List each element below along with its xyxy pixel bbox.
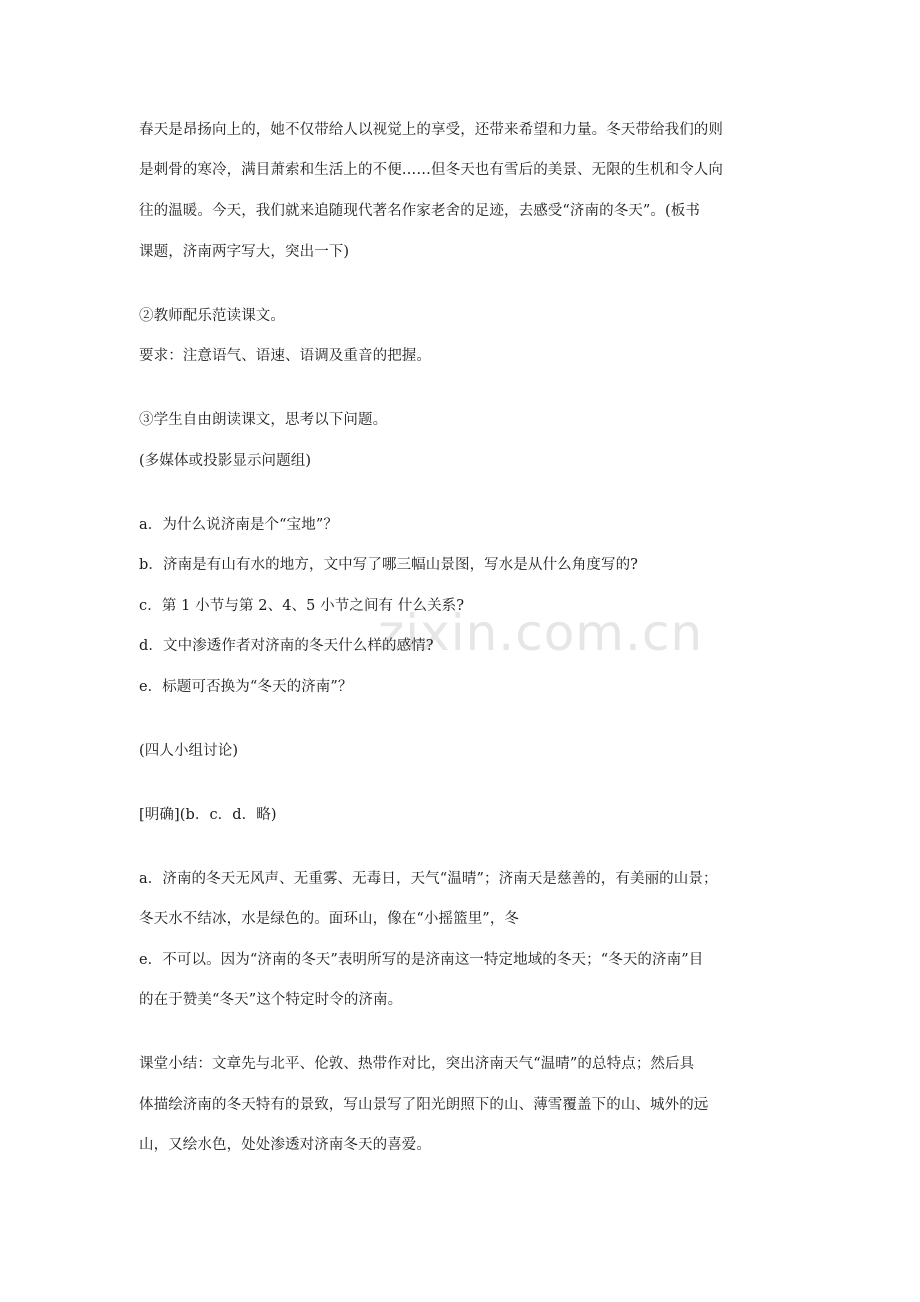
intro-line: 课题，济南两字写大，突出一下) [139, 244, 350, 260]
clarify-label: [明确](b．c．d．略) [139, 807, 277, 823]
summary-line: 山，又绘水色，处处渗透对济南冬天的喜爱。 [139, 1137, 431, 1153]
intro-line: 是刺骨的寒冷，满目萧索和生活上的不便……但冬天也有雪后的美景、无限的生机和令人向 [139, 162, 723, 178]
question-item: e．标题可否换为“冬天的济南”？ [139, 679, 353, 695]
summary-line: 体描绘济南的冬天特有的景致，写山景写了阳光朗照下的山、薄雪覆盖下的山、城外的远 [139, 1097, 709, 1113]
intro-line: 往的温暖。今天，我们就来追随现代著名作家老舍的足迹，去感受“济南的冬天”。(板书 [139, 203, 700, 219]
summary-line: 课堂小结：文章先与北平、伦敦、热带作对比，突出济南天气“温晴”的总特点；然后具 [139, 1056, 695, 1072]
question-item: c．第 1 小节与第 2、4、5 小节之间有 什么关系? [139, 598, 465, 614]
step2-requirement: 要求：注意语气、语速、语调及重音的把握。 [139, 348, 431, 364]
step3-note: (多媒体或投影显示问题组) [139, 453, 312, 469]
answer-e-line: e．不可以。因为“济南的冬天”表明所写的是济南这一特定地域的冬天；“冬天的济南”目 [139, 952, 704, 968]
question-item: a．为什么说济南是个“宝地”？ [139, 517, 338, 533]
group-discussion-note: (四人小组讨论) [139, 743, 239, 759]
answer-a-line: a．济南的冬天无风声、无重雾、无毒日，天气“温晴”；济南天是慈善的，有美丽的山景； [139, 871, 718, 887]
intro-line: 春天是昂扬向上的，她不仅带给人以视觉上的享受，还带来希望和力量。冬天带给我们的则 [139, 122, 723, 138]
question-item: d．文中渗透作者对济南的冬天什么样的感情? [139, 638, 434, 654]
question-item: b．济南是有山有水的地方，文中写了哪三幅山景图，写水是从什么角度写的? [139, 557, 639, 573]
answer-e-line: 的在于赞美“冬天”这个特定时令的济南。 [139, 992, 403, 1008]
step3-line: ③学生自由朗读课文，思考以下问题。 [139, 412, 388, 428]
watermark: zixin.com.cn [378, 604, 704, 662]
answer-a-line: 冬天水不结冰，水是绿色的。面环山，像在“小摇篮里”，冬 [139, 911, 520, 927]
step2-line: ②教师配乐范读课文。 [139, 308, 285, 324]
